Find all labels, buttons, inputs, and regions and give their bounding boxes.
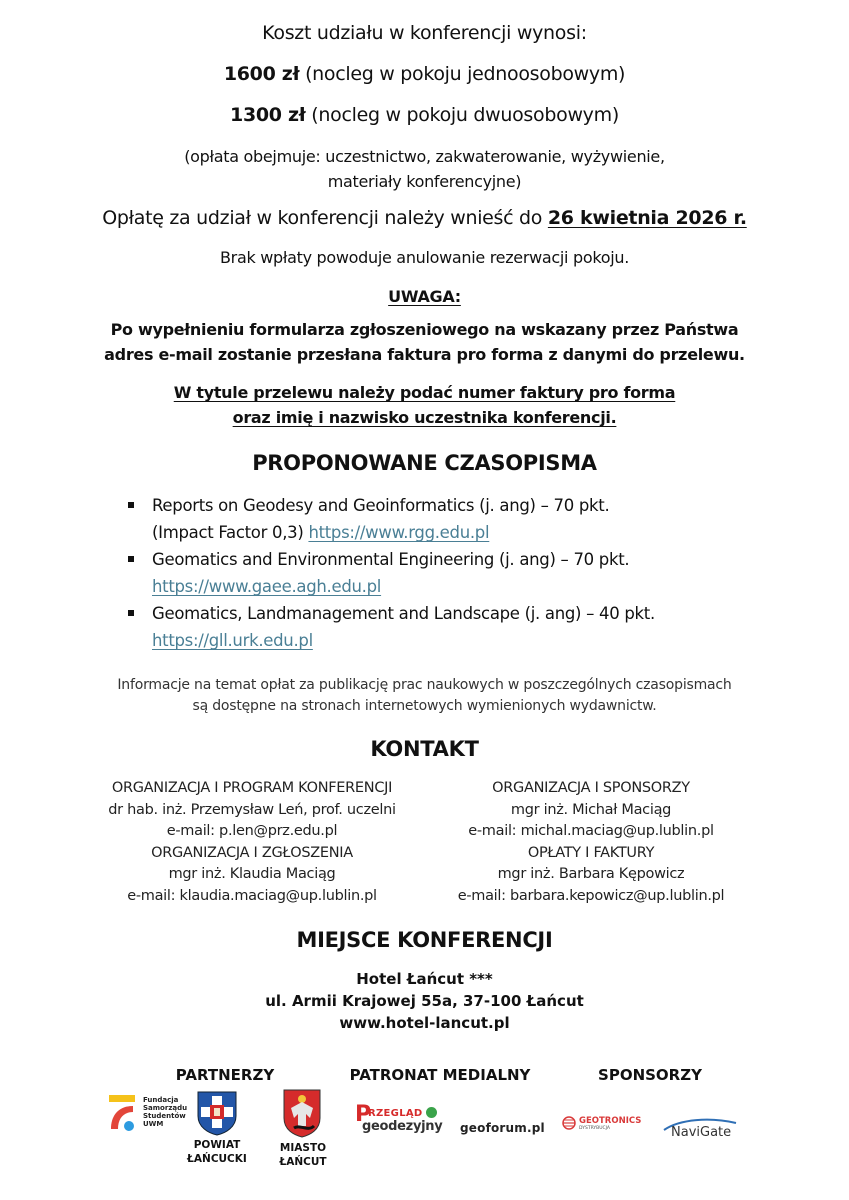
contact-name: dr hab. inż. Przemysław Leń, prof. uczelni [108,801,396,818]
venue-address: ul. Armii Krajowej 55a, 37-100 Łańcut [265,992,584,1010]
journal-link[interactable]: https://gll.urk.edu.pl [152,631,313,650]
contact-name: mgr inż. Barbara Kępowicz [497,866,685,882]
price-desc: (nocleg w pokoju dwuosobowym) [305,104,619,126]
contact-email[interactable]: e-mail: p.len@prz.edu.pl [166,823,338,839]
no-payment-notice: Brak wpłaty powoduje anulowanie rezerwacji pokoju. [219,248,629,267]
journal-item [128,546,748,600]
fundacja-line: Fundacja [143,1096,179,1104]
price: 1600 zł [223,63,300,85]
venue-title: MIEJSCE KONFERENCJI [296,928,553,952]
includes-line-1: (opłata obejmuje: uczestnictwo, zakwaterowanie, wyżywienie, [184,147,665,166]
geoforum-logo: geoforum.pl [460,1121,545,1135]
journal-item [128,492,748,546]
powiat-logo [194,1090,240,1140]
journal-link[interactable]: https://www.rgg.edu.pl [308,523,490,542]
contact-role: OPŁATY I FAKTURY [527,844,655,861]
navigate-text: NaviGate [671,1125,732,1140]
contact-email[interactable]: e-mail: michal.maciag@up.lublin.pl [468,823,714,839]
geotronics-logo [562,1115,652,1135]
deadline-date: 26 kwietnia 2026 r. [547,207,747,229]
journal-link[interactable]: https://www.gaee.agh.edu.pl [152,577,382,596]
caption-line: ŁAŃCUCKI [187,1153,247,1165]
geotronics-globe-icon [562,1116,576,1130]
bullet-icon [128,502,134,508]
notice-title: UWAGA: [388,287,461,306]
transfer-line-1: W tytule przelewu należy podać numer faktury pro forma [173,383,676,402]
fundacja-text [143,1096,187,1128]
contact-right-column [421,778,761,907]
journal-item [128,600,748,654]
fundacja-line: Samorządu [143,1104,188,1112]
fundacja-line: UWM [143,1120,164,1128]
sponsors-title: SPONSORZY [598,1066,702,1084]
miasto-caption [268,1141,338,1169]
contact-role: ORGANIZACJA I ZGŁOSZENIA [151,844,353,861]
contact-name: mgr inż. Klaudia Maciąg [168,866,336,882]
przeglad-p-icon: P [355,1102,372,1127]
contact-name: mgr inż. Michał Maciąg [510,801,672,818]
powiat-crest-icon [196,1090,238,1136]
notice-line-2: adres e-mail zostanie przesłana faktura pro forma z danymi do przelewu. [104,345,745,364]
cost-intro: Koszt udziału w konferencji wynosi: [262,22,587,44]
caption-line: MIASTO [279,1142,327,1154]
navigate-logo [660,1117,740,1143]
transfer-line-2: oraz imię i nazwisko uczestnika konferencji. [232,408,617,427]
partners-title: PARTNERZY [175,1066,275,1084]
przeglad-bottom-text: geodezyjny [362,1119,443,1134]
geotronics-sub: DYSTRYBUCJA [579,1126,611,1131]
caption-line: POWIAT [193,1139,241,1151]
przeglad-badge-icon [426,1107,437,1118]
cost-option-double [0,104,849,126]
miasto-logo [282,1088,324,1142]
fundacja-logo [107,1093,187,1133]
deadline-text [0,207,849,229]
journals-title: PROPONOWANE CZASOPISMA [252,451,597,475]
contact-role: ORGANIZACJA I PROGRAM KONFERENCJI [111,780,393,796]
contact-title: KONTAKT [370,737,479,761]
contact-left-column [82,778,422,907]
journals-list [128,492,748,654]
price-desc: (nocleg w pokoju jednoosobowym) [299,63,626,85]
includes-line-2: materiały konferencyjne) [327,172,522,191]
price: 1300 zł [230,104,306,126]
przeglad-top-text: RZEGLĄD [368,1108,423,1119]
journal-extra: (Impact Factor 0,3) [152,523,309,542]
bullet-icon [128,610,134,616]
journals-info-line-2: są dostępne na stronach internetowych wymienionych wydawnictw. [192,698,657,714]
fundacja-line: Studentów [143,1112,186,1120]
notice-line-1: Po wypełnieniu formularza zgłoszeniowego na wskazany przez Państwa [110,320,739,339]
miasto-crest-icon [282,1088,322,1138]
media-patronage-title: PATRONAT MEDIALNY [349,1066,531,1084]
journals-info-line-1: Informacje na temat opłat za publikację prac naukowych w poszczególnych czasopismach [117,677,732,693]
bullet-icon [128,556,134,562]
deadline-prefix: Opłatę za udział w konferencji należy wnieść do [102,207,548,229]
fundacja-mark-icon [107,1093,139,1133]
journal-text: Geomatics and Environmental Engineering (j. ang) – 70 pkt. [152,550,630,569]
contact-email[interactable]: e-mail: barbara.kepowicz@up.lublin.pl [457,887,725,904]
contact-role: ORGANIZACJA I SPONSORZY [492,780,690,796]
geotronics-text: GEOTRONICS [579,1116,642,1126]
caption-line: ŁAŃCUT [279,1156,327,1168]
venue-website[interactable]: www.hotel-lancut.pl [339,1014,510,1032]
cost-option-single [0,63,849,85]
journal-text: Geomatics, Landmanagement and Landscape (j. ang) – 40 pkt. [152,604,655,623]
venue-hotel: Hotel Łańcut *** [356,970,493,988]
journal-text: Reports on Geodesy and Geoinformatics (j. ang) – 70 pkt. [152,496,610,515]
contact-email[interactable]: e-mail: klaudia.maciag@up.lublin.pl [127,887,377,904]
powiat-caption [180,1138,254,1166]
przeglad-geodezyjny-logo [355,1102,443,1140]
